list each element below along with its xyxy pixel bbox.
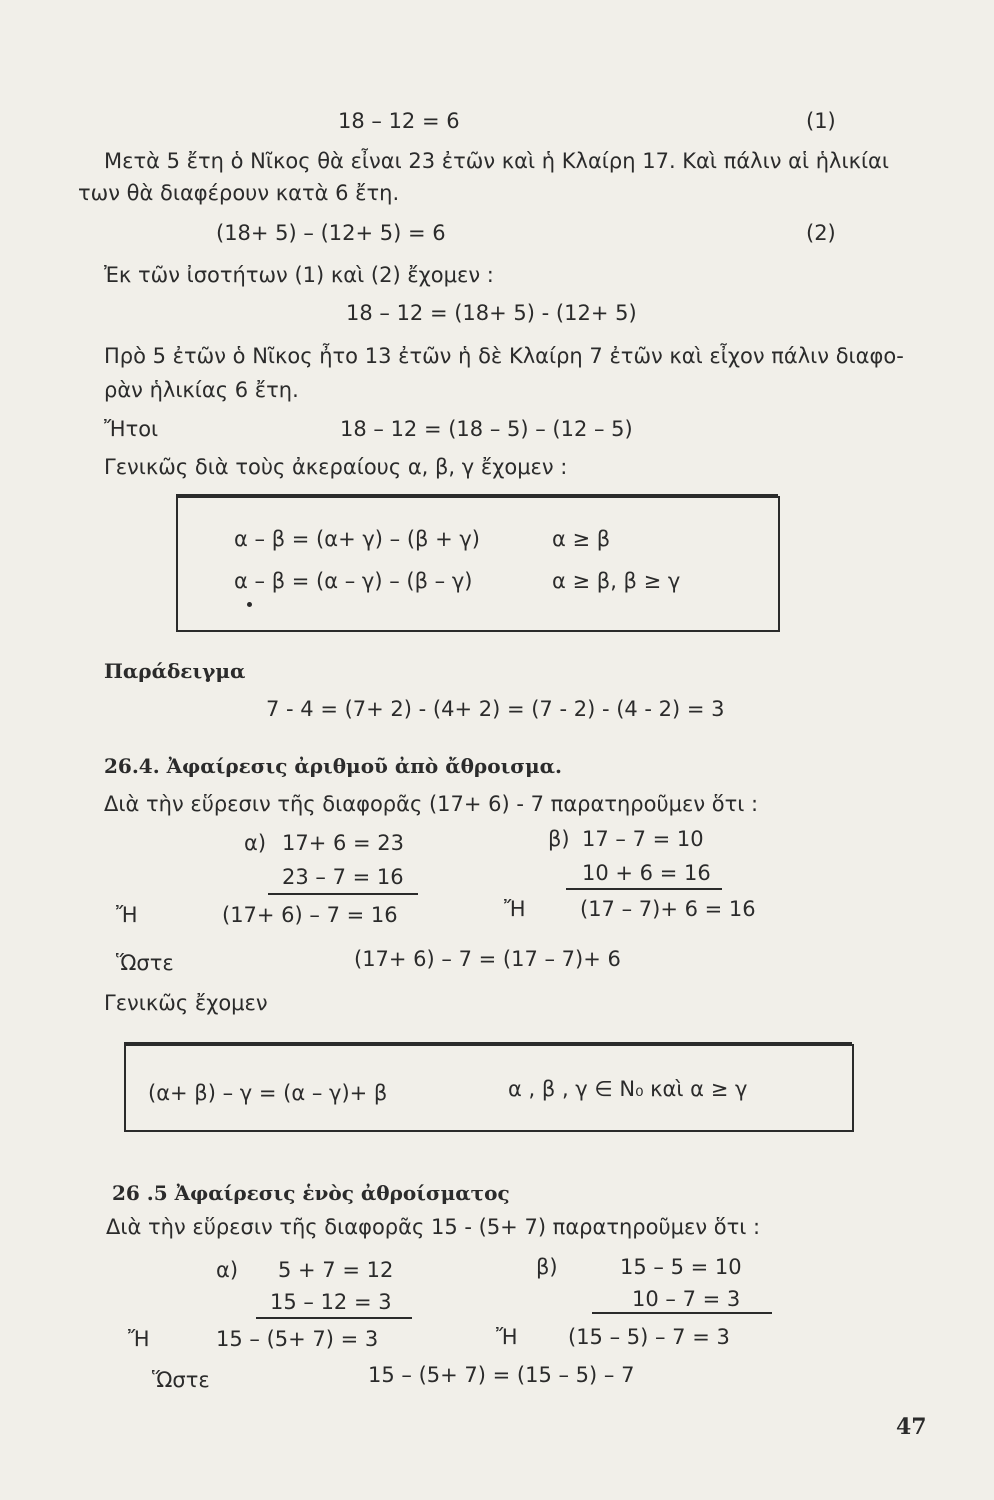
equation-4: 18 – 12 = (18 – 5) – (12 – 5) xyxy=(340,417,633,441)
page-number: 47 xyxy=(896,1414,927,1440)
section-26-4-b-label: β) xyxy=(548,827,570,851)
section-26-4-intro: Διὰ τὴν εὕρεσιν τῆς διαφορᾶς (17+ 6) - 7 παρατηροῦμεν ὅτι : xyxy=(104,792,759,816)
section-26-4-result: (17+ 6) – 7 = (17 – 7)+ 6 xyxy=(354,947,621,971)
section-26-5-b-step-2: 10 – 7 = 3 xyxy=(632,1287,741,1311)
htoi-label: Ἤτοι xyxy=(104,417,159,441)
paragraph-1-line-1: Μετὰ 5 ἔτη ὁ Νῖκος θὰ εἶναι 23 ἐτῶν καὶ ἡ Κλαίρη 17. Καὶ πάλιν αἱ ἡλικίαι xyxy=(104,149,890,173)
section-26-4-a-label: α) xyxy=(244,831,267,855)
section-26-4-b-result: (17 – 7)+ 6 = 16 xyxy=(580,897,756,921)
section-26-5-b-rule xyxy=(592,1312,772,1314)
equation-3: 18 – 12 = (18+ 5) - (12+ 5) xyxy=(346,301,637,325)
section-26-5-b-label: β) xyxy=(536,1255,558,1279)
section-26-5-wste: Ὥστε xyxy=(152,1368,210,1392)
example-heading: Παράδειγμα xyxy=(104,659,246,683)
section-26-5-h-left: Ἤ xyxy=(128,1327,150,1351)
section-26-4-a-result: (17+ 6) – 7 = 16 xyxy=(222,903,398,927)
section-26-5-a-label: α) xyxy=(216,1258,239,1282)
paragraph-3-line-2: ρὰν ἡλικίας 6 ἔτη. xyxy=(104,378,299,402)
section-26-5-heading: 26 .5 Ἀφαίρεσις ἑνὸς ἀθροίσματος xyxy=(112,1181,510,1205)
section-26-5-a-rule xyxy=(256,1317,412,1319)
box1-condition-1: α ≥ β xyxy=(552,527,611,551)
paragraph-3-line-1: Πρὸ 5 ἐτῶν ὁ Νῖκος ἦτο 13 ἐτῶν ἡ δὲ Κλαίρη 7 ἐτῶν καὶ εἶχον πάλιν διαφο- xyxy=(104,344,904,368)
section-26-4-b-rule xyxy=(566,888,722,890)
section-26-5-h-right: Ἤ xyxy=(496,1325,518,1349)
equation-1: 18 – 12 = 6 xyxy=(338,109,460,133)
equation-1-tag: (1) xyxy=(806,109,836,133)
box2-condition: α , β , γ ∈ N₀ καὶ α ≥ γ xyxy=(508,1077,748,1101)
section-26-4-b-step-2: 10 + 6 = 16 xyxy=(582,861,711,885)
section-26-5-result: 15 – (5+ 7) = (15 – 5) – 7 xyxy=(368,1363,635,1387)
paragraph-2: Ἐκ τῶν ἰσοτήτων (1) καὶ (2) ἔχομεν : xyxy=(104,263,494,287)
paragraph-1-line-2: των θὰ διαφέρουν κατὰ 6 ἔτη. xyxy=(78,181,400,205)
equation-2-tag: (2) xyxy=(806,221,836,245)
paragraph-4: Γενικῶς διὰ τοὺς ἀκεραίους α, β, γ ἔχομεν : xyxy=(104,455,568,479)
section-26-4-heading: 26.4. Ἀφαίρεσις ἀριθμοῦ ἀπὸ ἄθροισμα. xyxy=(104,754,562,778)
section-26-4-h-right: Ἤ xyxy=(504,897,526,921)
box1-formula-2: α – β = (α – γ) – (β – γ) xyxy=(234,569,473,593)
section-26-5-a-result: 15 – (5+ 7) = 3 xyxy=(216,1327,379,1351)
section-26-5-b-result: (15 – 5) – 7 = 3 xyxy=(568,1325,730,1349)
example-equation: 7 - 4 = (7+ 2) - (4+ 2) = (7 - 2) - (4 - 2) = 3 xyxy=(266,697,725,721)
equation-2: (18+ 5) – (12+ 5) = 6 xyxy=(216,221,446,245)
box1-formula-1: α – β = (α+ γ) – (β + γ) xyxy=(234,527,480,551)
formula-box-1-top-rule xyxy=(176,494,778,497)
section-26-4-a-rule xyxy=(268,893,418,895)
box2-formula: (α+ β) – γ = (α – γ)+ β xyxy=(148,1081,388,1105)
speck xyxy=(247,602,252,607)
section-26-5-intro: Διὰ τὴν εὕρεσιν τῆς διαφορᾶς 15 - (5+ 7) παρατηροῦμεν ὅτι : xyxy=(106,1215,761,1239)
section-26-5-a-step-1: 5 + 7 = 12 xyxy=(278,1258,394,1282)
section-26-4-a-step-1: 17+ 6 = 23 xyxy=(282,831,405,855)
section-26-4-wste: Ὥστε xyxy=(116,951,174,975)
section-26-5-a-step-2: 15 – 12 = 3 xyxy=(270,1290,392,1314)
box1-condition-2: α ≥ β, β ≥ γ xyxy=(552,569,681,593)
section-26-4-b-step-1: 17 – 7 = 10 xyxy=(582,827,704,851)
section-26-4-general: Γενικῶς ἔχομεν xyxy=(104,991,268,1015)
section-26-4-h-left: Ἤ xyxy=(116,903,138,927)
section-26-4-a-step-2: 23 – 7 = 16 xyxy=(282,865,404,889)
formula-box-2-top-rule xyxy=(124,1042,852,1045)
formula-box-1 xyxy=(176,496,780,632)
section-26-5-b-step-1: 15 – 5 = 10 xyxy=(620,1255,742,1279)
